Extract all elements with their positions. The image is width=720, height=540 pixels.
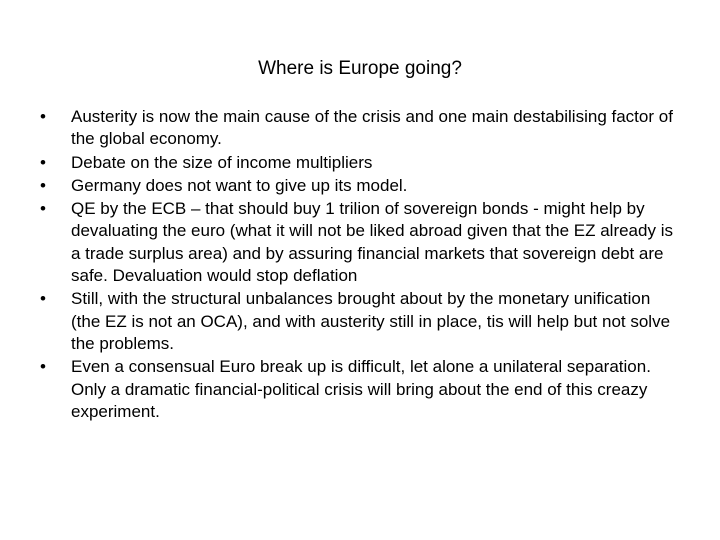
- bullet-icon: •: [40, 289, 46, 309]
- bullet-text: Even a consensual Euro break up is difficult, let alone a unilateral separation. Only a dramatic financial-political crisis will bring about the end of this creazy experiment.: [71, 357, 651, 421]
- slide-title: Where is Europe going?: [258, 58, 462, 79]
- bullet-item: [40, 356, 680, 423]
- bullet-text: Debate on the size of income multipliers: [71, 152, 373, 172]
- bullet-item: [40, 198, 680, 287]
- bullet-icon: •: [40, 175, 46, 195]
- bullet-text: QE by the ECB – that should buy 1 trilion of sovereign bonds - might help by devaluating the euro (what it will not be liked abroad given that the EZ already is a trade surplus area) and by assuring financial markets that sovereign debt are safe. Devaluation would stop deflation: [71, 199, 673, 286]
- bullet-item: [40, 106, 680, 151]
- bullet-text: Austerity is now the main cause of the crisis and one main destabilising factor of the global economy.: [71, 107, 673, 149]
- bullet-icon: •: [40, 199, 46, 219]
- bullet-icon: •: [40, 152, 46, 172]
- bullet-text: Still, with the structural unbalances brought about by the monetary unification (the EZ is not an OCA), and with austerity still in place, tis will help but not solve the problems.: [71, 289, 671, 353]
- bullet-text: Germany does not want to give up its model.: [71, 175, 408, 195]
- bullet-icon: •: [40, 107, 46, 126]
- bullet-list: [40, 106, 680, 424]
- bullet-item: [40, 288, 680, 355]
- bullet-icon: •: [40, 357, 46, 377]
- bullet-item: [40, 152, 680, 174]
- bullet-item: [40, 175, 680, 197]
